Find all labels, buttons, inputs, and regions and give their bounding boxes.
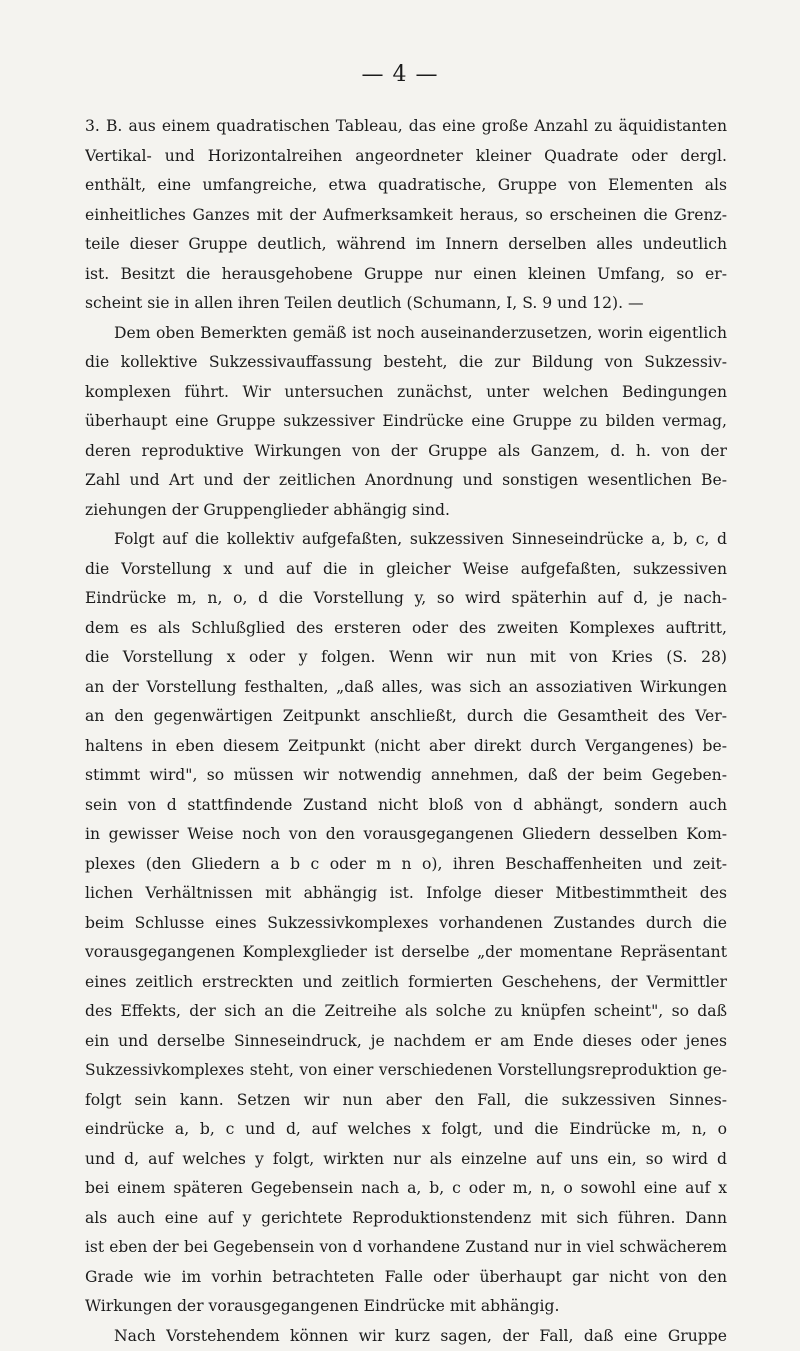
text-line: an den gegenwärtigen Zeitpunkt anschließt, durch die Gesamtheit des Ver- bbox=[85, 702, 727, 732]
text-line: stimmt wird", so müssen wir notwendig annehmen, daß der beim Gegeben- bbox=[85, 761, 727, 791]
text-line: überhaupt eine Gruppe sukzessiver Eindrücke eine Gruppe zu bilden vermag, bbox=[85, 407, 727, 437]
text-line: eines zeitlich erstreckten und zeitlich formierten Geschehens, der Vermittler bbox=[85, 968, 727, 998]
text-line: des Effekts, der sich an die Zeitreihe als solche zu knüpfen scheint", so daß bbox=[85, 997, 727, 1027]
text-line: beim Schlusse eines Sukzessivkomplexes vorhandenen Zustandes durch die bbox=[85, 909, 727, 939]
text-line: einheitliches Ganzes mit der Aufmerksamkeit heraus, so erscheinen die Grenz- bbox=[85, 201, 727, 231]
text-line: die kollektive Sukzessivauffassung besteht, die zur Bildung von Sukzessiv- bbox=[85, 348, 727, 378]
text-line: in gewisser Weise noch von den vorausgegangenen Gliedern desselben Kom- bbox=[85, 820, 727, 850]
text-line: ist eben der bei Gegebensein von d vorhandene Zustand nur in viel schwächerem bbox=[85, 1233, 727, 1263]
text-line: bei einem späteren Gegebensein nach a, b, c oder m, n, o sowohl eine auf x bbox=[85, 1174, 727, 1204]
text-line: komplexen führt. Wir untersuchen zunächst, unter welchen Bedingungen bbox=[85, 378, 727, 408]
text-line: als auch eine auf y gerichtete Reproduktionstendenz mit sich führen. Dann bbox=[85, 1204, 727, 1234]
text-line: deren reproduktive Wirkungen von der Gruppe als Ganzem, d. h. von der bbox=[85, 437, 727, 467]
text-line: enthält, eine umfangreiche, etwa quadratische, Gruppe von Elementen als bbox=[85, 171, 727, 201]
text-line: Sukzessivkomplexes steht, von einer verschiedenen Vorstellungsreproduktion ge- bbox=[85, 1056, 727, 1086]
text-line: und d, auf welches y folgt, wirkten nur als einzelne auf uns ein, so wird d bbox=[85, 1145, 727, 1175]
text-line: ein und derselbe Sinneseindruck, je nachdem er am Ende dieses oder jenes bbox=[85, 1027, 727, 1057]
text-line: Vertikal- und Horizontalreihen angeordneter kleiner Quadrate oder dergl. bbox=[85, 142, 727, 172]
text-line: die Vorstellung x und auf die in gleicher Weise aufgefaßten, sukzessiven bbox=[85, 555, 727, 585]
text-line: plexes (den Gliedern a b c oder m n o), ihren Beschaffenheiten und zeit- bbox=[85, 850, 727, 880]
text-line: Zahl und Art und der zeitlichen Anordnung und sonstigen wesentlichen Be- bbox=[85, 466, 727, 496]
text-line: eindrücke a, b, c und d, auf welches x folgt, und die Eindrücke m, n, o bbox=[85, 1115, 727, 1145]
text-line: Grade wie im vorhin betrachteten Falle oder überhaupt gar nicht von den bbox=[85, 1263, 727, 1293]
text-line: ist. Besitzt die herausgehobene Gruppe nur einen kleinen Umfang, so er- bbox=[85, 260, 727, 290]
text-line: scheint sie in allen ihren Teilen deutlich (Schumann, I, S. 9 und 12). — bbox=[85, 289, 727, 319]
text-line: folgt sein kann. Setzen wir nun aber den Fall, die sukzessiven Sinnes- bbox=[85, 1086, 727, 1116]
text-line: die Vorstellung x oder y folgen. Wenn wir nun mit von Kries (S. 28) bbox=[85, 643, 727, 673]
text-line: vorausgegangenen Komplexglieder ist derselbe „der momentane Repräsentant bbox=[85, 938, 727, 968]
text-line: ziehungen der Gruppenglieder abhängig sind. bbox=[85, 496, 727, 526]
text-line: teile dieser Gruppe deutlich, während im Innern derselben alles undeutlich bbox=[85, 230, 727, 260]
text-line: Eindrücke m, n, o, d die Vorstellung y, so wird späterhin auf d, je nach- bbox=[85, 584, 727, 614]
text-line: Folgt auf die kollektiv aufgefaßten, sukzessiven Sinneseindrücke a, b, c, d bbox=[85, 525, 727, 555]
text-line: an der Vorstellung festhalten, „daß alles, was sich an assoziativen Wirkungen bbox=[85, 673, 727, 703]
text-line: Nach Vorstehendem können wir kurz sagen, der Fall, daß eine Gruppe bbox=[85, 1322, 727, 1351]
text-line: Dem oben Bemerkten gemäß ist noch auseinanderzusetzen, worin eigentlich bbox=[85, 319, 727, 349]
text-line: haltens in eben diesem Zeitpunkt (nicht aber direkt durch Vergangenes) be- bbox=[85, 732, 727, 762]
text-line: sein von d stattfindende Zustand nicht bloß von d abhängt, sondern auch bbox=[85, 791, 727, 821]
text-line: dem es als Schlußglied des ersteren oder des zweiten Komplexes auftritt, bbox=[85, 614, 727, 644]
text-line: lichen Verhältnissen mit abhängig ist. Infolge dieser Mitbestimmtheit des bbox=[85, 879, 727, 909]
text-line: Wirkungen der vorausgegangenen Eindrücke mit abhängig. bbox=[85, 1292, 727, 1322]
body-text bbox=[85, 112, 727, 1351]
page-number-header: — 4 — bbox=[0, 60, 800, 90]
text-line: 3. B. aus einem quadratischen Tableau, das eine große Anzahl zu äquidistanten bbox=[85, 112, 727, 142]
